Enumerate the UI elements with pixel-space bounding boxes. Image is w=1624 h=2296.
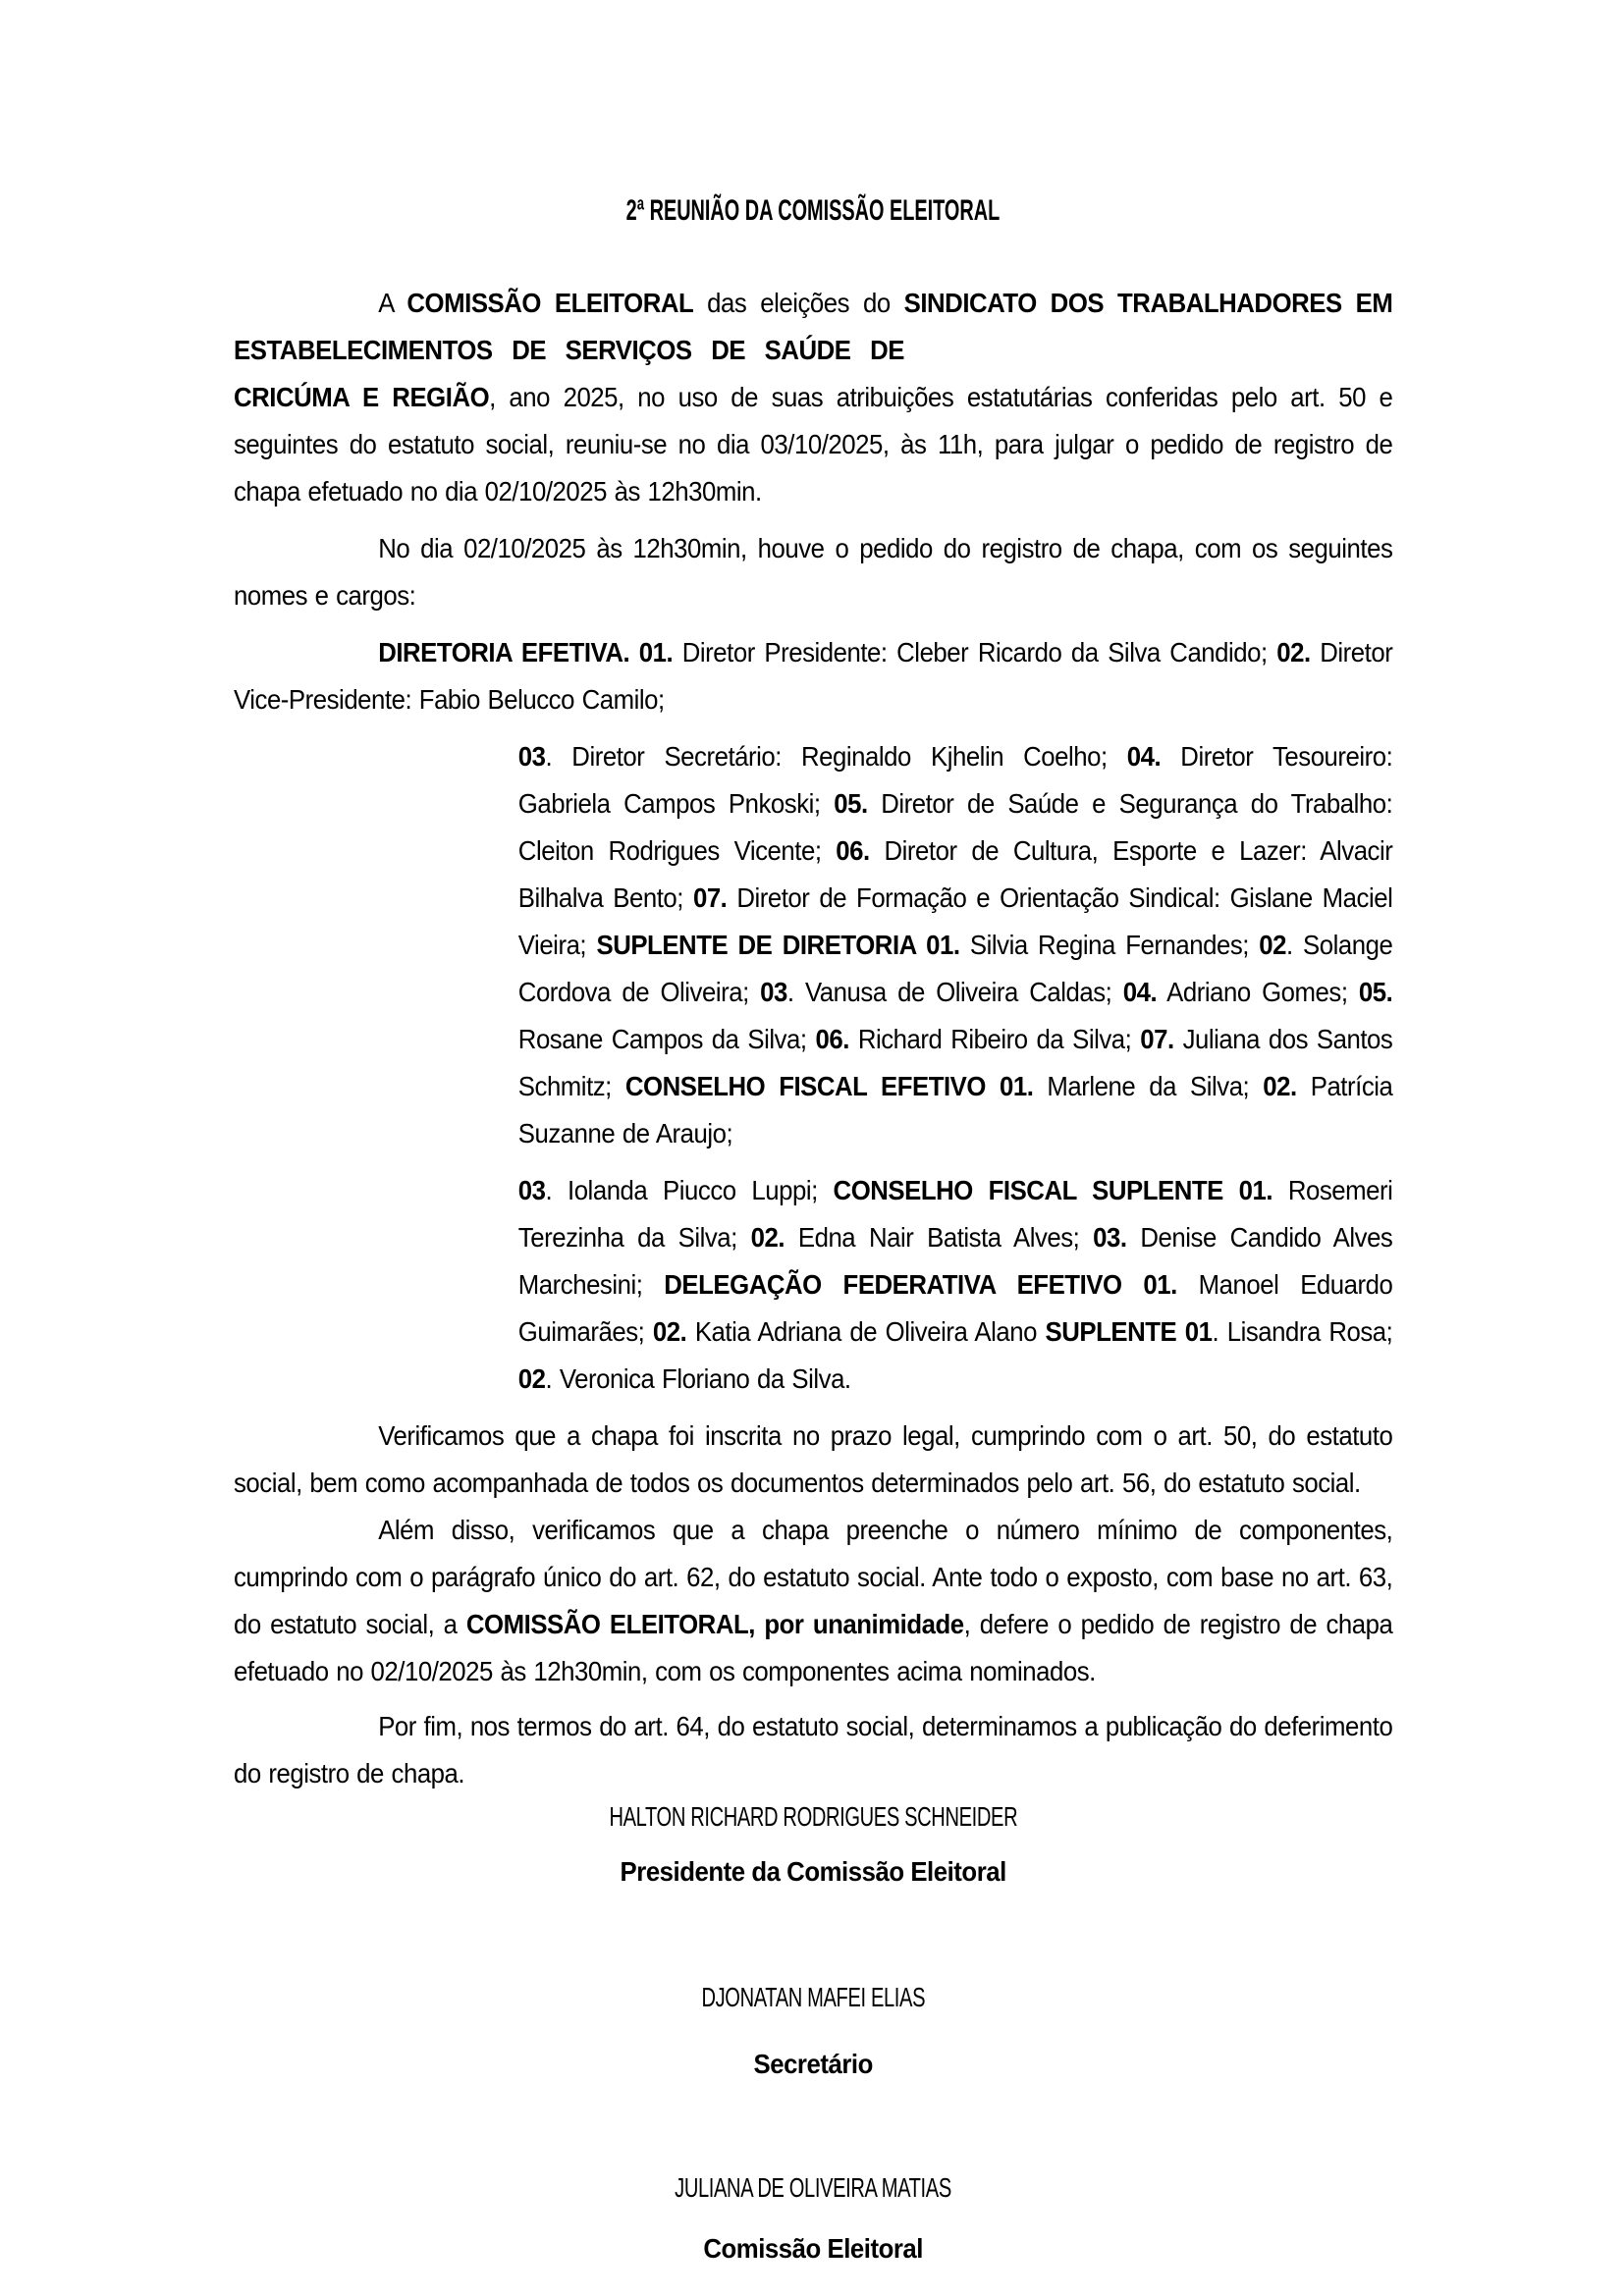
text-run: No dia 02/10/2025 às 12h30min, houve o pedido do registro de chapa, com os seguintes nomes e cargos:: [234, 533, 1393, 611]
text-run: 02: [1259, 930, 1287, 960]
text-run: Diretor de Cultura, Esporte e Lazer: Alvacir Bilhalva Bento;: [517, 835, 1393, 913]
text-run: 04.: [1126, 741, 1162, 772]
text-run: Diretor Presidente: Cleber Ricardo da Silva Candido;: [673, 637, 1277, 667]
text-run: 06.: [836, 835, 870, 866]
text-run: Adriano Gomes;: [1157, 977, 1359, 1007]
signature-name-secretary: [234, 1978, 1392, 2017]
text-run: Diretor de Formação e Orientação Sindical: Gislane Maciel Vieira;: [517, 882, 1393, 960]
text-run: . Lisandra Rosa;: [1212, 1316, 1393, 1347]
text-run: Verificamos que a chapa foi inscrita no prazo legal, cumprindo com o art. 50, do estatuto social, bem como acompanhada de todos os documentos determinados pelo art. 56, do estatuto social.: [234, 1420, 1393, 1498]
text-run: 07.: [1140, 1024, 1174, 1054]
text-run: 05.: [834, 788, 868, 819]
text-run: . Vanusa de Oliveira Caldas;: [786, 977, 1123, 1007]
text-run: Denise Candido Alves Marchesini;: [517, 1222, 1393, 1300]
text-run: Juliana dos Santos Schmitz;: [517, 1024, 1393, 1101]
text-run: 03: [517, 1175, 546, 1205]
text-run: 05.: [1358, 977, 1393, 1007]
paragraph-diretoria-efetiva: [234, 629, 1392, 723]
text-run: ESTABELECIMENTOS DE SERVIÇOS DE SAÚDE DE: [234, 335, 904, 365]
text-run: CRICÚMA E REGIÃO: [234, 382, 490, 412]
text-run: 03.: [1093, 1222, 1127, 1253]
text-run: Marlene da Silva;: [1033, 1071, 1264, 1101]
paragraph-verification: [234, 1413, 1392, 1507]
signature-role-commission-member: [234, 2229, 1392, 2269]
text-run: Rosemeri Terezinha da Silva;: [517, 1175, 1393, 1253]
text-run: , ano 2025, no uso de suas atribuições estatutárias conferidas pelo art. 50 e seguintes do estatuto social, reuniu-se no dia 03/10/2025, às 11h, para julgar o pedido de registro de chapa efetuado no dia 02/10/2025 às 12h30min.: [234, 382, 1393, 507]
text-run: JULIANA DE OLIVEIRA MATIAS: [675, 2172, 952, 2203]
text-run: . Iolanda Piucco Luppi;: [545, 1175, 834, 1205]
text-run: 03: [517, 741, 546, 772]
text-run: SUPLENTE 01: [1045, 1316, 1213, 1347]
document-content: [234, 0, 1392, 2296]
paragraph-registration-request: [234, 525, 1392, 619]
text-run: . Veronica Floriano da Silva.: [545, 1363, 851, 1394]
text-run: DELEGAÇÃO FEDERATIVA EFETIVO 01.: [664, 1269, 1177, 1300]
text-run: Edna Nair Batista Alves;: [785, 1222, 1094, 1253]
signature-name-president: [234, 1797, 1392, 1837]
text-run: 02.: [652, 1316, 687, 1347]
text-run: DJONATAN MAFEI ELIAS: [701, 1982, 926, 2012]
text-run: Diretor Tesoureiro: Gabriela Campos Pnkoski;: [517, 741, 1393, 819]
text-run: Além disso, verificamos que a chapa preenche o número mínimo de componentes, cumprindo com o parágrafo único do art. 62, do estatuto social. Ante todo o exposto, com base no art. 63, do estatuto social, a: [234, 1515, 1393, 1639]
text-run: A: [378, 288, 407, 318]
document-title: [234, 191, 1392, 231]
text-run: Por fim, nos termos do art. 64, do estatuto social, determinamos a publicação do deferimento do registro de chapa.: [234, 1711, 1393, 1789]
text-run: 07.: [692, 882, 728, 913]
text-run: COMISSÃO ELEITORAL: [406, 288, 694, 318]
text-run: Secretário: [753, 2049, 873, 2079]
text-run: Silvia Regina Fernandes;: [959, 930, 1260, 960]
text-run: HALTON RICHARD RODRIGUES SCHNEIDER: [609, 1801, 1018, 1832]
text-run: 02.: [1276, 637, 1311, 667]
text-run: 02: [517, 1363, 546, 1394]
text-run: 03: [760, 977, 787, 1007]
text-run: Diretor de Saúde e Segurança do Trabalho: Cleiton Rodrigues Vicente;: [517, 788, 1393, 866]
signature-name-commission-member: [234, 2168, 1392, 2208]
text-run: DIRETORIA EFETIVA. 01.: [378, 637, 674, 667]
paragraph-chapa-members-block-1: [518, 733, 1393, 1157]
text-run: 06.: [815, 1024, 849, 1054]
text-run: Manoel Eduardo Guimarães;: [517, 1269, 1393, 1347]
text-run: , defere o pedido de registro de chapa efetuado no 02/10/2025 às 12h30min, com os componentes acima nominados.: [234, 1609, 1393, 1686]
signature-role-president: [234, 1852, 1392, 1892]
signature-role-secretary: [234, 2045, 1392, 2084]
text-run: Comissão Eleitoral: [703, 2233, 924, 2264]
text-run: Diretor Vice-Presidente: Fabio Belucco Camilo;: [234, 637, 1393, 715]
text-run: . Diretor Secretário: Reginaldo Kjhelin Coelho;: [545, 741, 1127, 772]
text-run: CONSELHO FISCAL EFETIVO 01.: [624, 1071, 1034, 1101]
text-run: das eleições do: [693, 288, 904, 318]
text-run: 2ª REUNIÃO DA COMISSÃO ELEITORAL: [625, 194, 1001, 227]
text-run: Rosane Campos da Silva;: [517, 1024, 816, 1054]
text-run: . Solange Cordova de Oliveira;: [517, 930, 1393, 1007]
paragraph-decision: [234, 1507, 1392, 1695]
text-run: Patrícia Suzanne de Araujo;: [517, 1071, 1393, 1148]
text-run: CONSELHO FISCAL SUPLENTE 01.: [833, 1175, 1273, 1205]
text-run: SUPLENTE DE DIRETORIA 01.: [596, 930, 960, 960]
text-run: Presidente da Comissão Eleitoral: [620, 1856, 1006, 1887]
text-run: 02.: [1263, 1071, 1297, 1101]
text-run: Richard Ribeiro da Silva;: [848, 1024, 1141, 1054]
text-run: 02.: [750, 1222, 785, 1253]
text-run: SINDICATO DOS TRABALHADORES EM: [903, 288, 1393, 318]
text-run: Katia Adriana de Oliveira Alano: [686, 1316, 1046, 1347]
text-run: COMISSÃO ELEITORAL, por unanimidade: [465, 1609, 964, 1639]
paragraph-opening: [234, 280, 1392, 515]
text-run: 04.: [1122, 977, 1158, 1007]
paragraph-publication: [234, 1703, 1392, 1797]
paragraph-chapa-members-block-2: [518, 1167, 1393, 1403]
